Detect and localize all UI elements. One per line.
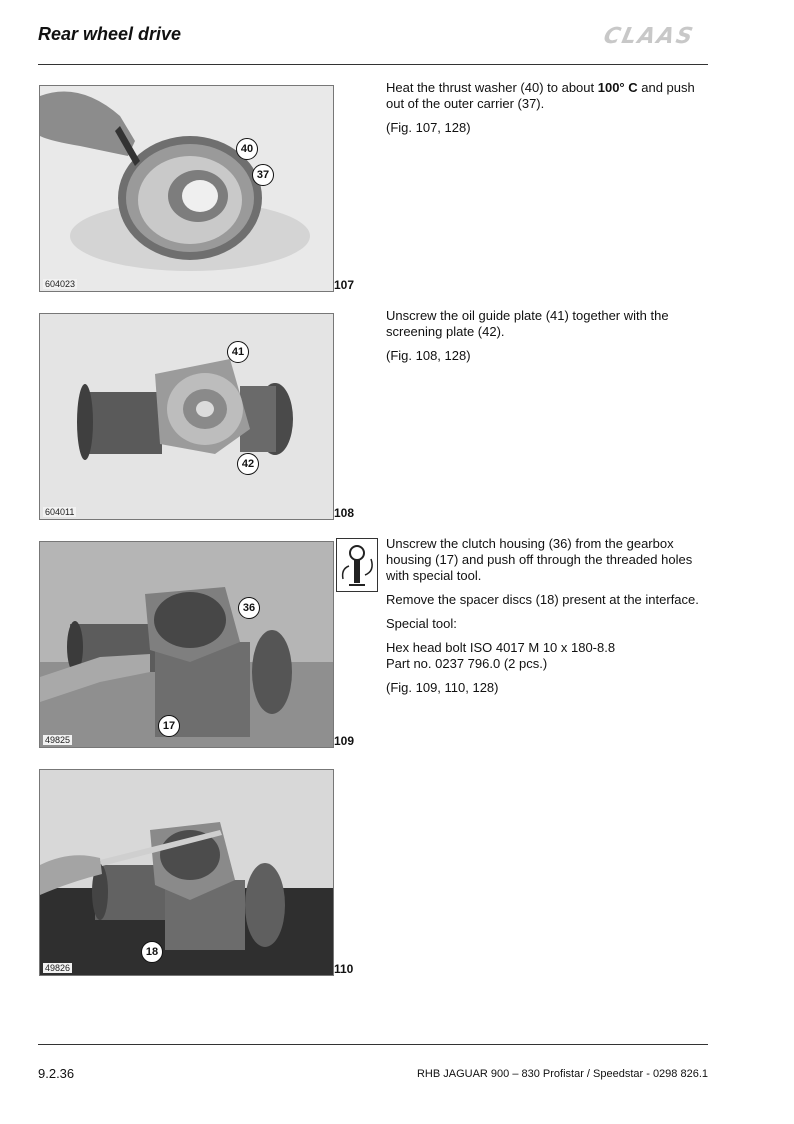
- step1-text: Heat the thrust washer (40) to about: [386, 80, 598, 95]
- photo-figure-109: [39, 541, 334, 748]
- figure-number: 109: [334, 734, 355, 748]
- step3-figure-ref: (Fig. 109, 110, 128): [386, 680, 499, 695]
- photo-id: 604011: [45, 507, 75, 517]
- claas-logo: CLAAS: [601, 24, 697, 49]
- step3-spacer-text: Remove the spacer discs (18) present at the interface.: [386, 592, 699, 607]
- step3-text: Unscrew the clutch housing (36) from the gearbox housing (17) and push off through the threaded holes with special tool.: [386, 536, 693, 583]
- special-tool-label: Special tool:: [386, 616, 457, 631]
- instruction-step-2: [386, 308, 716, 372]
- figure-number: 108: [334, 506, 355, 520]
- photo-id: 49825: [45, 735, 71, 745]
- step2-figure-ref: (Fig. 108, 128): [386, 348, 471, 363]
- figure-number: 110: [334, 962, 354, 976]
- photo-id: 604023: [45, 279, 76, 289]
- header-divider: [38, 64, 708, 65]
- step1-temperature: 100° C: [597, 80, 638, 95]
- photo-figure-107: [39, 85, 334, 292]
- special-tool-icon: [336, 538, 378, 592]
- document-reference: RHB JAGUAR 900 – 830 Profistar / Speedstar - 0298 826.1: [416, 1068, 708, 1080]
- callout-37: 37: [252, 164, 274, 186]
- photo-figure-108: [39, 313, 334, 520]
- step1-figure-ref: (Fig. 107, 128): [386, 120, 471, 135]
- callout-41: 41: [227, 341, 249, 363]
- page-number: 9.2.36: [38, 1066, 75, 1081]
- photo-id: 49826: [45, 963, 71, 973]
- figure-number: 107: [334, 278, 355, 292]
- callout-17: 17: [158, 715, 180, 737]
- callout-36: 36: [238, 597, 260, 619]
- callout-40: 40: [236, 138, 258, 160]
- instruction-step-3: [386, 536, 716, 704]
- footer-divider: [38, 1044, 708, 1045]
- step1-text-end: and push out of the outer carrier (37).: [386, 80, 695, 111]
- callout-18: 18: [141, 941, 163, 963]
- step2-text: Unscrew the oil guide plate (41) together with the screening plate (42).: [386, 308, 669, 339]
- instruction-step-1: [386, 80, 716, 144]
- photo-figure-110: [39, 769, 334, 976]
- page-title: Rear wheel drive: [38, 24, 182, 44]
- tool-spec: Hex head bolt ISO 4017 M 10 x 180-8.8: [386, 640, 616, 655]
- tool-part-number: Part no. 0237 796.0 (2 pcs.): [386, 656, 548, 671]
- callout-42: 42: [237, 453, 259, 475]
